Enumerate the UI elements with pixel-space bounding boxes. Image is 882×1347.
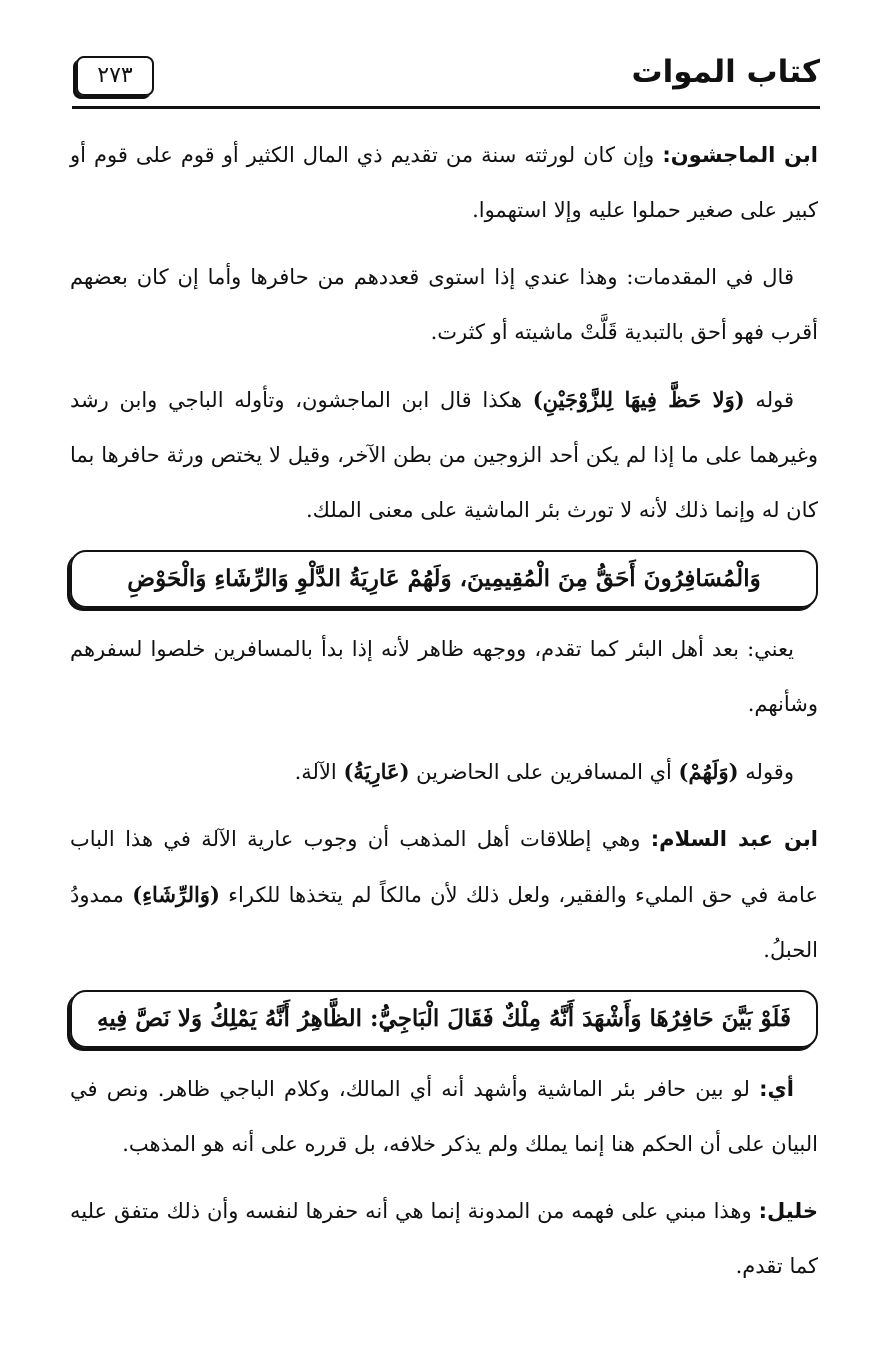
book-title: كتاب الموات bbox=[631, 54, 820, 90]
paragraph-ibn-abd-salam bbox=[70, 812, 818, 978]
paragraph-wa-lahum bbox=[70, 744, 818, 800]
page-header bbox=[72, 52, 820, 108]
matn-quote: (عَارِيَةُ) bbox=[343, 759, 410, 784]
page-body bbox=[70, 128, 818, 1306]
page-number: ٢٧٣ bbox=[76, 56, 154, 96]
paragraph-text: قال في المقدمات: وهذا عندي إذا استوى قعددهم من حافرها وأما إن كان بعضهم أقرب فهو أحق بالتبدية قَلَّتْ ماشيته أو كثرت. bbox=[70, 265, 818, 344]
paragraph-text: لو بين حافر بئر الماشية وأشهد أنه أي المالك، وكلام الباجي ظاهر. ونص في البيان على أن الحكم هنا إنما يملك ولم يذكر خلافه، بل قرره على أنه هو المذهب. bbox=[70, 1077, 818, 1156]
paragraph-ibn-majishun bbox=[70, 128, 818, 238]
matn-box-1: وَالْمُسَافِرُونَ أَحَقُّ مِنَ الْمُقِيمِينَ، وَلَهُمْ عَارِيَةُ الدَّلْوِ وَالرِّشَاءِ وَالْحَوْضِ bbox=[70, 550, 818, 608]
paragraph-text: وهي إطلاقات أهل المذهب أن وجوب عارية الآلة في هذا الباب عامة في حق المليء والفقير، ولعل ذلك لأن مالكاً لم يتخذها للكراء bbox=[70, 827, 818, 907]
paragraph-text: أي المسافرين على الحاضرين bbox=[409, 760, 679, 784]
speaker-label: أي: bbox=[759, 1077, 794, 1101]
paragraph-yani bbox=[70, 622, 818, 732]
paragraph-ay bbox=[70, 1062, 818, 1172]
matn-quote: (وَالرِّشَاءِ) bbox=[132, 882, 220, 907]
paragraph-muqaddimat bbox=[70, 250, 818, 360]
paragraph-text: قوله bbox=[744, 388, 794, 412]
paragraph-text: وهذا مبني على فهمه من المدونة إنما هي أنه حفرها لنفسه وأن ذلك متفق عليه كما تقدم. bbox=[70, 1199, 818, 1278]
speaker-label: ابن عبد السلام: bbox=[650, 827, 818, 851]
paragraph-khalil bbox=[70, 1184, 818, 1294]
paragraph-text: هكذا قال ابن الماجشون، وتأوله الباجي وابن رشد وغيرهما على ما إذا لم يكن أحد الزوجين من بطن الآخر، وقيل لا يختص ورثة حافرها بما كان له وإنما ذلك لأنه لا تورث بئر الماشية على معنى الملك. bbox=[70, 388, 818, 522]
paragraph-text: الآلة. bbox=[294, 760, 344, 784]
matn-box-2: فَلَوْ بَيَّنَ حَافِرُهَا وَأَشْهَدَ أَنَّهُ مِلْكٌ فَقَالَ الْبَاجِيُّ: الظَّاهِرُ أَنَّهُ يَمْلِكُ وَلا نَصَّ فِيهِ bbox=[70, 990, 818, 1048]
matn-quote: (وَلَهُمْ) bbox=[678, 759, 739, 784]
header-divider bbox=[72, 106, 820, 109]
paragraph-text: ممدودُ الحبلُ. bbox=[70, 883, 818, 962]
speaker-label: خليل: bbox=[758, 1199, 818, 1223]
paragraph-text: وقوله bbox=[738, 760, 794, 784]
paragraph-text: يعني: بعد أهل البئر كما تقدم، ووجهه ظاهر لأنه إذا بدأ بالمسافرين خلصوا لسفرهم وشأنهم. bbox=[70, 637, 818, 716]
speaker-label: ابن الماجشون: bbox=[662, 143, 818, 167]
paragraph-text: وإن كان لورثته سنة من تقديم ذي المال الكثير أو قوم على قوم أو كبير على صغير حملوا عليه وإلا استهموا. bbox=[70, 143, 818, 222]
paragraph-zawjayn bbox=[70, 372, 818, 538]
matn-quote: (وَلا حَظَّ فِيهَا لِلزَّوْجَيْنِ) bbox=[532, 387, 745, 412]
